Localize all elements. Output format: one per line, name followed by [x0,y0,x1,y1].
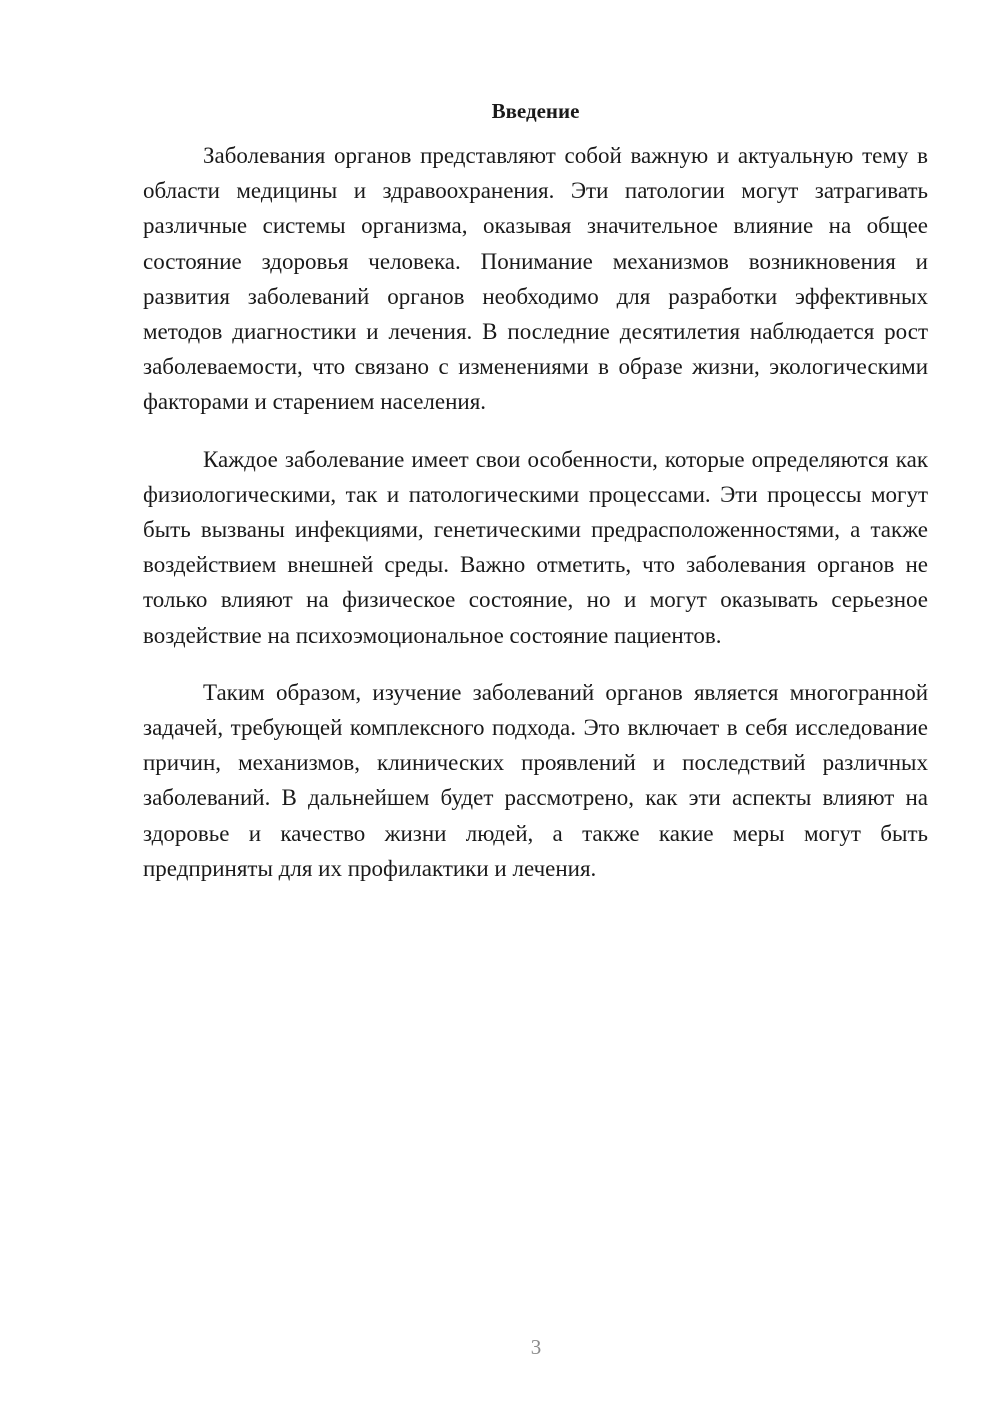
page-content [143,96,928,908]
paragraph-3: Таким образом, изучение заболеваний органов является многогранной задачей, требующей комплексного подхода. Это включает в себя исследование причин, механизмов, клинических проявлений и последствий различных заболеваний. В дальнейшем будет рассмотрено, как эти аспекты влияют на здоровье и качество жизни людей, а также какие меры могут быть предприняты для их профилактики и лечения. [143,679,928,881]
paragraph-2: Каждое заболевание имеет свои особенности, которые определяются как физиологическими, так и патологическими процессами. Эти процессы могут быть вызваны инфекциями, генетическими предрасположенностями, а также воздействием внешней среды. Важно отметить, что заболевания органов не только влияют на физическое состояние, но и могут оказывать серьезное воздействие на психоэмоциональное состояние пациентов. [143,446,928,648]
paragraph-1: Заболевания органов представляют собой важную и актуальную тему в области медицины и здравоохранения. Эти патологии могут затрагивать различные системы организма, оказывая значительное влияние на общее состояние здоровья человека. Понимание механизмов возникновения и развития заболеваний органов необходимо для разработки эффективных методов диагностики и лечения. В последние десятилетия наблюдается рост заболеваемости, что связано с изменениями в образе жизни, экологическими факторами и старением населения. [143,143,928,415]
section-heading: Введение [491,99,580,123]
page-number: 3 [530,1335,542,1359]
